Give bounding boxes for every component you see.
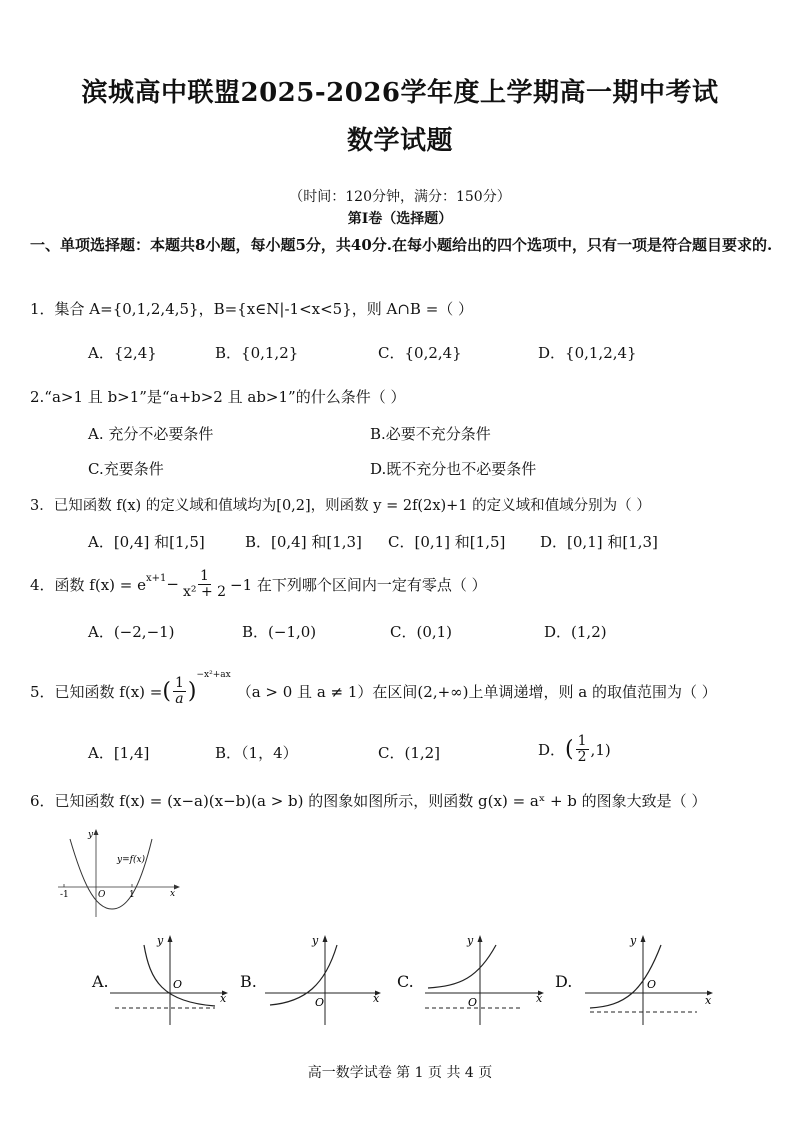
- question-5-prefix: 5．已知函数 f(x) =: [30, 682, 163, 701]
- question-5-option-d-suffix: ,1): [590, 740, 611, 759]
- option-a-curve: [144, 945, 215, 1006]
- option-c-y-arrow: [478, 935, 483, 942]
- question-4-option-c[interactable]: C．(0,1): [390, 623, 453, 641]
- question-6-option-c-graph[interactable]: [420, 930, 550, 1025]
- page-footer: 高一数学试卷 第 1 页 共 4 页: [307, 1065, 493, 1081]
- graph-label-neg1: -1: [60, 890, 69, 900]
- question-5-option-d-fraction: [576, 734, 589, 765]
- question-1-option-a[interactable]: A．{2,4}: [88, 344, 157, 362]
- question-5-option-d-prefix: D．: [538, 741, 566, 759]
- exam-title: 滨城高中联盟2025-2026学年度上学期高一期中考试: [81, 78, 719, 108]
- section-heading: 一、单项选择题：本题共8小题，每小题5分，共40分.在每小题给出的四个选项中，只有一项是符合题目要求的.: [30, 236, 773, 254]
- question-3-option-b[interactable]: B．[0,4] 和[1,3]: [245, 533, 362, 551]
- question-1-option-b[interactable]: B．{0,1,2}: [215, 344, 299, 362]
- question-5-option-c[interactable]: C．(1,2]: [378, 744, 441, 762]
- option-d-y-label: y: [630, 934, 637, 947]
- question-4-option-a[interactable]: A．(−2,−1): [88, 623, 175, 641]
- question-4-stem: [30, 566, 790, 602]
- option-d-curve: [590, 945, 661, 1008]
- question-5-fraction: [173, 676, 186, 707]
- question-6-option-d-label[interactable]: D.: [555, 972, 573, 991]
- option-a-y-arrow: [168, 935, 173, 942]
- question-4-exponent: x+1: [146, 572, 167, 584]
- option-b-origin: O: [315, 996, 325, 1009]
- question-1-option-d[interactable]: D．{0,1,2,4}: [538, 344, 637, 362]
- question-5-option-d[interactable]: [538, 734, 611, 765]
- question-5-option-a[interactable]: A．[1,4]: [88, 744, 150, 762]
- option-b-curve: [270, 945, 337, 1005]
- option-a-y-label: y: [157, 934, 164, 947]
- question-5-stem: [30, 668, 790, 714]
- question-3-option-a[interactable]: A．[0,4] 和[1,5]: [88, 533, 205, 551]
- option-b-y-arrow: [323, 935, 328, 942]
- question-2-option-c[interactable]: C.充要条件: [88, 460, 164, 478]
- option-d-x-label: x: [705, 994, 712, 1007]
- question-6-option-d-graph[interactable]: [585, 930, 720, 1025]
- option-c-y-label: y: [467, 934, 474, 947]
- question-4-denominator: x² + 2: [182, 583, 227, 600]
- question-3-option-c[interactable]: C．[0,1] 和[1,5]: [388, 533, 506, 551]
- question-5-option-d-paren: (: [565, 737, 574, 762]
- question-2-option-a[interactable]: A. 充分不必要条件: [88, 425, 214, 443]
- question-5-option-d-numerator: 1: [577, 733, 587, 749]
- option-d-origin: O: [647, 978, 657, 991]
- option-b-y-label: y: [312, 934, 319, 947]
- option-c-origin: O: [468, 996, 478, 1009]
- option-a-x-label: x: [220, 992, 227, 1005]
- question-4-suffix: −1 在下列哪个区间内一定有零点（ ）: [230, 575, 487, 594]
- question-4-fraction: [181, 569, 228, 600]
- question-5-exponent: −x²+ax: [196, 670, 231, 680]
- question-6-option-b-label[interactable]: B.: [240, 972, 257, 991]
- question-5-option-d-denominator: 2: [577, 749, 587, 765]
- graph-y-arrow: [94, 829, 99, 835]
- graph-label-1: 1: [129, 890, 135, 900]
- option-c-x-label: x: [536, 992, 543, 1005]
- graph-origin: O: [98, 890, 106, 900]
- question-6-option-a-label[interactable]: A.: [92, 972, 109, 991]
- question-5-suffix: （a > 0 且 a ≠ 1）在区间(2,+∞)上单调递增，则 a 的取值范围为（ ）: [236, 682, 717, 701]
- question-1-stem: 1．集合 A={0,1,2,4,5}，B={x∈N|-1<x<5}，则 A∩B =（ ）: [30, 300, 474, 318]
- question-5-option-b[interactable]: B．（1，4）: [215, 744, 298, 762]
- question-4-prefix: 4．函数 f(x) = e: [30, 575, 147, 594]
- question-6-option-b-graph[interactable]: [265, 930, 390, 1025]
- question-5-denominator: a: [175, 690, 184, 707]
- exam-subtitle: 数学试题: [346, 126, 453, 156]
- question-6-option-c-label[interactable]: C.: [397, 972, 414, 991]
- option-a-origin: O: [173, 978, 183, 991]
- question-5-left-paren: (: [162, 678, 171, 704]
- graph-parabola: [70, 839, 152, 909]
- question-2-option-b[interactable]: B.必要不充分条件: [370, 425, 491, 443]
- question-4-option-d[interactable]: D．(1,2): [544, 623, 607, 641]
- question-5-right-paren: ): [187, 678, 197, 704]
- question-5-numerator: 1: [174, 674, 184, 691]
- question-1-option-c[interactable]: C．{0,2,4}: [378, 344, 462, 362]
- question-6-reference-graph: [52, 825, 182, 920]
- option-d-y-arrow: [641, 935, 646, 942]
- question-3-stem: 3．已知函数 f(x) 的定义域和值域均为[0,2]，则函数 y = 2f(2x)+1 的定义域和值域分别为（ ）: [30, 498, 651, 514]
- question-6-option-a-graph[interactable]: [110, 930, 235, 1025]
- question-2-option-d[interactable]: D.既不充分也不必要条件: [370, 460, 537, 478]
- part-heading: 第Ⅰ卷（选择题）: [347, 211, 453, 227]
- question-4-mid: −: [166, 575, 179, 593]
- graph-x-label: x: [170, 889, 176, 899]
- option-c-curve: [428, 945, 496, 988]
- question-4-numerator: 1: [200, 567, 209, 584]
- question-3-option-d[interactable]: D．[0,1] 和[1,3]: [540, 533, 658, 551]
- question-2-stem: 2.“a>1 且 b>1”是“a+b>2 且 ab>1”的什么条件（ ）: [30, 388, 406, 406]
- graph-y-label: y: [88, 830, 94, 840]
- question-6-stem: 6．已知函数 f(x) = (x−a)(x−b)(a > b) 的图象如图所示，则函数 g(x) = aˣ + b 的图象大致是（ ）: [30, 792, 707, 810]
- graph-function-label: y=f(x): [117, 855, 146, 865]
- option-b-x-label: x: [373, 992, 380, 1005]
- question-4-option-b[interactable]: B．(−1,0): [242, 623, 317, 641]
- exam-info: （时间：120分钟，满分：150分）: [289, 189, 511, 205]
